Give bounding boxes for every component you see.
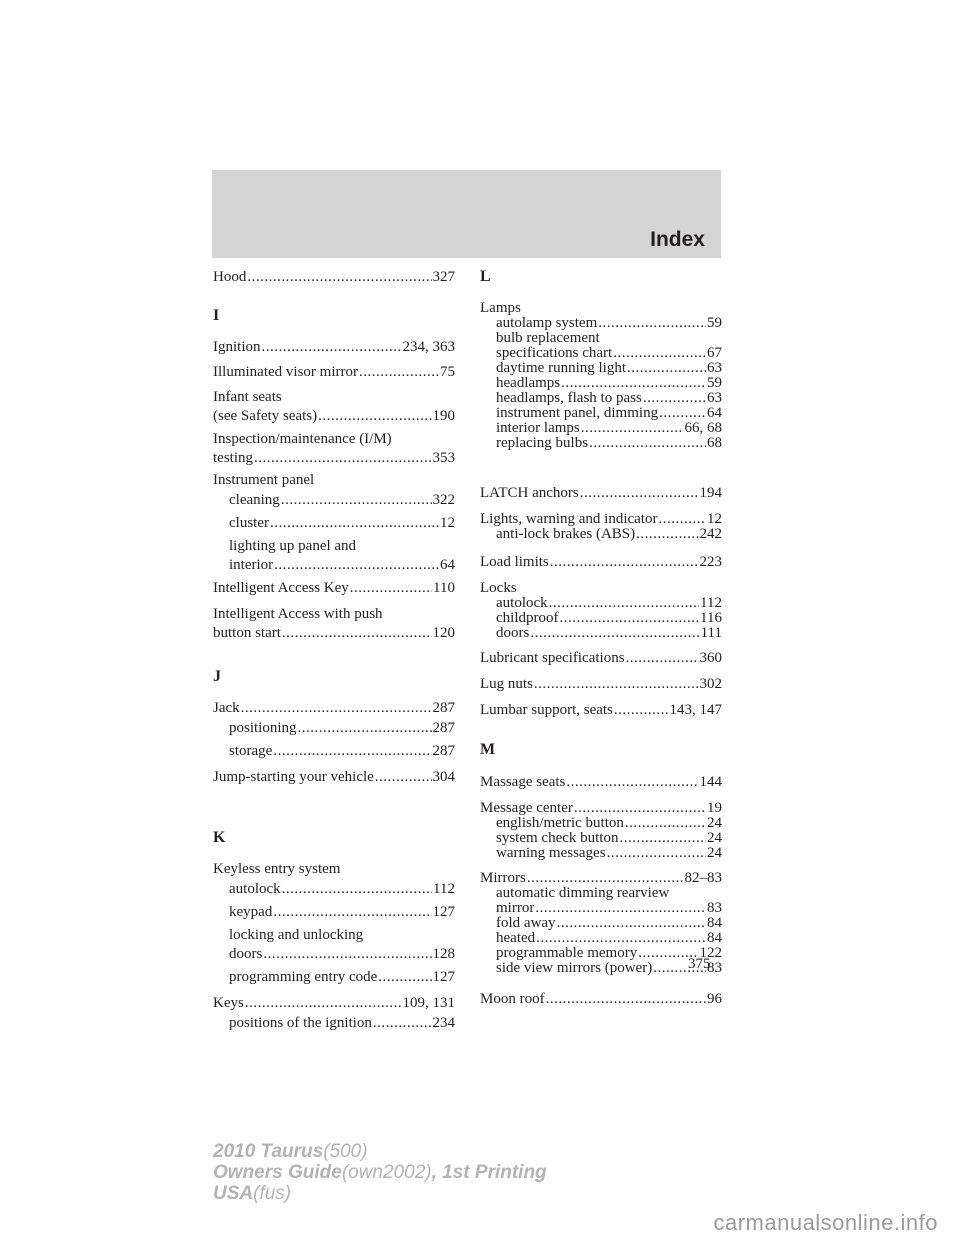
index-term: headlamps [496,375,561,391]
footer-model: 2010 Taurus [213,1141,324,1162]
index-page-ref: 84 [707,930,722,946]
index-term: Jump-starting your vehicle [213,769,374,785]
index-entry [213,338,455,357]
index-entry [213,430,455,468]
dot-leader [530,626,699,641]
index-term: autolamp system [496,315,598,331]
index-page-ref: 242 [699,526,722,542]
index-entry [213,471,455,490]
index-page-ref: 59 [707,375,722,391]
index-subentry [213,1014,455,1033]
index-page-ref: 223 [699,554,722,570]
index-line [229,945,455,964]
index-line [213,363,455,382]
index-term: programming entry code [229,969,378,985]
index-line [496,626,722,641]
index-entry [480,484,722,503]
index-entry [213,579,455,598]
index-page-ref: 24 [707,815,722,831]
index-line [213,407,455,426]
index-term: childproof [496,610,559,626]
dot-leader [613,346,706,361]
index-entry [213,268,455,287]
dot-leader [359,363,439,382]
index-term: doors [229,946,263,962]
index-entry [480,773,722,792]
index-subentry [213,719,455,738]
index-term: autolock [496,595,548,611]
index-term: interior [229,557,274,573]
index-line [496,346,722,361]
index-page-ref: 322 [432,492,455,508]
index-line [496,816,722,831]
dot-leader [263,945,431,964]
dot-leader [659,406,706,421]
index-term: Infant seats [213,389,282,405]
index-line [496,406,722,421]
document-footer [213,1141,547,1204]
index-entry [480,675,722,694]
index-term: Jack [213,700,240,716]
dot-leader [262,338,402,357]
index-term: heated [496,930,536,946]
index-term: Illuminated visor mirror [213,364,358,380]
dot-leader [281,491,432,510]
index-title: Index [650,228,705,251]
index-term: Lamps [480,300,521,316]
index-term: Ignition [213,339,261,355]
index-line [229,968,455,987]
index-entry [213,363,455,382]
index-term: Massage seats [480,774,566,790]
index-page-ref: 12 [707,511,722,527]
index-term: Lumbar support, seats [480,702,613,718]
index-line [229,880,455,899]
index-page-ref: 19 [707,800,722,816]
index-line [213,768,455,787]
index-line [496,527,722,542]
index-term: Intelligent Access Key [213,580,349,596]
index-term: cleaning [229,492,280,508]
index-page-ref: 84 [707,915,722,931]
index-term: Message center [480,800,573,816]
index-term: warning messages [496,845,606,861]
index-subentry [213,514,455,533]
index-page-ref: 59 [707,315,722,331]
index-line [480,484,722,503]
index-line [480,649,722,668]
index-line [229,537,455,556]
index-page-ref: 194 [699,485,722,501]
footer-guide: Owners Guide [213,1162,342,1183]
index-page-ref: 234, 363 [402,339,455,355]
dot-leader [550,553,699,572]
index-term: headlamps, flash to pass [496,390,642,406]
dot-leader [273,742,431,761]
index-line [213,338,455,357]
index-page-ref: 66, 68 [684,420,722,436]
index-term: system check button [496,830,619,846]
index-page-ref: 116 [700,610,722,626]
index-line [496,436,722,451]
dot-leader [626,649,699,668]
index-entry [213,605,455,643]
index-entry [213,768,455,787]
index-line [496,361,722,376]
index-line [496,611,722,626]
index-term: lighting up panel and [229,538,357,554]
dot-leader [273,903,431,922]
dot-leader [549,596,699,611]
index-page-ref: 127 [432,969,455,985]
index-term: Instrument panel [213,472,315,488]
index-subentry [480,316,722,451]
index-line [496,421,722,436]
index-term: Hood [213,269,247,285]
index-term: (see Safety seats) [213,408,318,424]
index-term: LATCH anchors [480,485,579,501]
index-page-ref: 63 [707,390,722,406]
index-line [496,901,722,916]
index-line [496,831,722,846]
index-line [213,471,455,490]
index-page-ref: 75 [440,364,455,380]
index-line [229,491,455,510]
index-term: daytime running light [496,360,626,376]
index-page-ref: 287 [432,700,455,716]
index-subentry [213,742,455,761]
dot-leader [282,880,432,899]
index-page-ref: 109, 131 [402,995,455,1011]
index-line [229,1014,455,1033]
dot-leader [536,931,706,946]
index-header-band [212,170,721,258]
index-term: programmable memory [496,945,638,961]
index-term: button start [213,625,281,641]
index-page-ref: 127 [432,904,455,920]
index-page-ref: 143, 147 [669,702,722,718]
index-line [496,596,722,611]
index-subentry [213,903,455,922]
index-page-ref: 112 [433,881,455,897]
index-term: bulb replacement [496,330,600,346]
index-term: Lights, warning and indicator [480,511,658,527]
index-term: specifications chart [496,345,613,361]
index-line [480,675,722,694]
index-page-ref: 67 [707,345,722,361]
index-section-letter: M [480,741,496,758]
dot-leader [566,773,698,792]
index-page-ref: 24 [707,845,722,861]
index-line [496,376,722,391]
index-term: Keys [213,995,244,1011]
index-entry [480,701,722,720]
dot-leader [614,701,669,720]
index-term: Locks [480,580,517,596]
index-line [496,331,722,346]
index-term: Moon roof [480,991,545,1007]
dot-leader [607,846,706,861]
index-term: cluster [229,515,269,531]
index-page-ref: 112 [700,595,722,611]
index-subentry [480,596,722,641]
dot-leader [298,719,432,738]
dot-leader [373,1014,432,1033]
index-term: replacing bulbs [496,435,589,451]
index-entry [480,649,722,668]
dot-leader [598,316,706,331]
index-page-ref: 68 [707,435,722,451]
dot-leader [627,361,706,376]
index-page-ref: 190 [432,408,455,424]
index-page-ref: 120 [432,625,455,641]
index-term: Inspection/maintenance (I/M) [213,431,392,447]
index-page-ref: 144 [699,774,722,790]
index-subentry [480,886,722,976]
watermark-text: carmanualsonline.info [713,1210,938,1235]
index-term: english/metric button [496,815,624,831]
index-page-ref: 122 [699,945,722,961]
index-term: Intelligent Access with push [213,606,383,622]
footer-printing: , 1st Printing [431,1162,547,1183]
index-term: storage [229,743,273,759]
index-entry [213,388,455,426]
index-term: Lubricant specifications [480,650,625,666]
index-page-ref: 24 [707,830,722,846]
dot-leader [247,268,431,287]
index-section-letter: J [213,668,221,685]
index-line [229,719,455,738]
index-term: Load limits [480,554,549,570]
index-page-ref: 12 [440,515,455,531]
index-line [496,391,722,406]
page-number: 375 [688,956,711,972]
index-line [213,579,455,598]
index-page-ref: 96 [707,991,722,1007]
index-line [480,990,722,1009]
index-subentry [213,537,455,575]
index-section-letter: L [480,268,491,285]
index-term: side view mirrors (power) [496,960,653,976]
index-term: keypad [229,904,273,920]
index-term: Keyless entry system [213,861,341,877]
index-section-letter: K [213,829,226,846]
dot-leader [581,421,684,436]
index-page-ref: 302 [699,676,722,692]
index-line [496,916,722,931]
index-entry [213,860,455,879]
index-line [213,388,455,407]
dot-leader [245,994,402,1013]
index-term: autolock [229,881,281,897]
index-line [480,701,722,720]
footer-region: USA [213,1183,254,1204]
index-entry [213,994,455,1013]
dot-leader [619,831,706,846]
index-page-ref: 128 [432,946,455,962]
index-page-ref: 287 [432,720,455,736]
index-page-ref: 327 [432,269,455,285]
index-entry [213,699,455,718]
index-line [213,449,455,468]
index-page-ref: 63 [707,360,722,376]
index-page-ref: 353 [432,450,455,466]
index-line [213,994,455,1013]
footer-guide-code: (own2002) [341,1162,432,1183]
index-page-ref: 83 [707,960,722,976]
dot-leader [561,376,706,391]
index-line [229,556,455,575]
index-term: interior lamps [496,420,580,436]
dot-leader [535,901,706,916]
index-page-ref: 110 [433,580,455,596]
dot-leader [254,449,432,468]
index-term: locking and unlocking [229,927,364,943]
index-term: positioning [229,720,297,736]
index-line [213,430,455,449]
index-subentry [480,527,722,542]
dot-leader [318,407,431,426]
index-entry [480,990,722,1009]
index-line [496,846,722,861]
index-line [229,903,455,922]
index-term: positions of the ignition [229,1015,372,1031]
index-term: Mirrors [480,870,526,886]
index-term: Lug nuts [480,676,533,692]
dot-leader [643,391,706,406]
index-page-ref: 111 [700,625,722,641]
index-line [229,514,455,533]
index-subentry [213,968,455,987]
index-term: instrument panel, dimming [496,405,659,421]
index-page-ref: 83 [707,900,722,916]
index-term: testing [213,450,253,466]
index-line [496,316,722,331]
index-subentry [213,880,455,899]
index-line [213,605,455,624]
dot-leader [378,968,431,987]
index-line [229,742,455,761]
dot-leader [589,436,706,451]
index-subentry [213,491,455,510]
dot-leader [375,768,432,787]
index-line [496,886,722,901]
footer-region-code: (fus) [253,1183,292,1204]
index-page-ref: 234 [432,1015,455,1031]
index-term: mirror [496,900,535,916]
dot-leader [350,579,432,598]
dot-leader [559,611,699,626]
index-page-ref: 287 [432,743,455,759]
index-line [213,624,455,643]
dot-leader [534,675,699,694]
index-term: automatic dimming rearview [496,885,670,901]
dot-leader [636,527,698,542]
index-line [480,773,722,792]
index-line [213,699,455,718]
index-page-ref: 64 [707,405,722,421]
dot-leader [580,484,699,503]
index-term: anti-lock brakes (ABS) [496,526,636,542]
index-line [213,268,455,287]
index-entry [480,553,722,572]
index-line [480,553,722,572]
dot-leader [270,514,439,533]
index-page-ref: 304 [432,769,455,785]
index-line [229,926,455,945]
dot-leader [557,916,706,931]
index-term: fold away [496,915,556,931]
index-line [213,860,455,879]
index-line [496,931,722,946]
index-subentry [213,926,455,964]
dot-leader [274,556,439,575]
dot-leader [546,990,706,1009]
index-term: doors [496,625,530,641]
footer-model-code: (500) [323,1141,368,1162]
index-page-ref: 64 [440,557,455,573]
index-section-letter: I [213,307,220,324]
dot-leader [625,816,706,831]
dot-leader [282,624,432,643]
index-page-ref: 82–83 [684,870,722,886]
index-page-ref: 360 [699,650,722,666]
dot-leader [241,699,432,718]
index-subentry [480,816,722,861]
